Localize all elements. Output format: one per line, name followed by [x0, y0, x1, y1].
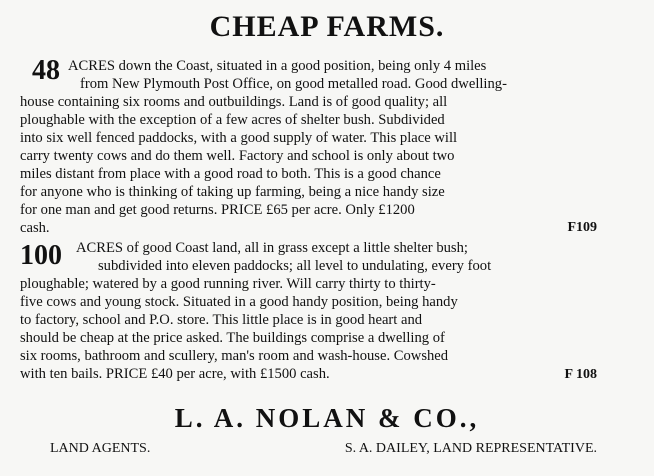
- listing-2-line: ploughable; watered by a good running river. Will carry thirty to thirty-: [20, 276, 436, 292]
- ad-title: CHEAP FARMS.: [209, 10, 445, 43]
- listing-1-number: 48: [32, 55, 60, 86]
- listing-1-line: from New Plymouth Post Office, on good metalled road. Good dwelling-: [80, 76, 507, 92]
- listing-2-line: should be cheap at the price asked. The buildings comprise a dwelling of: [20, 330, 445, 346]
- listing-2-line: with ten bails. PRICE £40 per acre, with £1500 cash.: [20, 366, 330, 382]
- listing-1-line: for anyone who is thinking of taking up farming, being a nice handy size: [20, 184, 445, 200]
- listing-1-ref: F109: [567, 220, 597, 235]
- listing-1-line: miles distant from place with a good road to both. This is a good chance: [20, 166, 441, 182]
- listing-1-line: for one man and get good returns. PRICE £65 per acre. Only £1200: [20, 202, 415, 218]
- listing-2-line: ACRES of good Coast land, all in grass except a little shelter bush;: [76, 240, 468, 256]
- listing-1-line: carry twenty cows and do them well. Factory and school is only about two: [20, 148, 455, 164]
- listing-2-line: to factory, school and P.O. store. This little place is in good heart and: [20, 312, 423, 328]
- listing-2-line: six rooms, bathroom and scullery, man's room and wash-house. Cowshed: [20, 348, 449, 364]
- listing-1-line: cash.: [20, 220, 50, 236]
- listing-2-line: five cows and young stock. Situated in a good handy position, being handy: [20, 294, 458, 310]
- listing-2-ref: F 108: [564, 367, 597, 382]
- footer-representative: S. A. DAILEY, LAND REPRESENTATIVE.: [344, 441, 597, 456]
- listing-1-line: into six well fenced paddocks, with a good supply of water. This place will: [20, 130, 458, 146]
- listing-1-line: ACRES down the Coast, situated in a good position, being only 4 miles: [68, 58, 487, 74]
- listing-1-line: ploughable with the exception of a few acres of shelter bush. Subdivided: [20, 112, 445, 128]
- listing-1-line: house containing six rooms and outbuildings. Land is of good quality; all: [20, 94, 448, 110]
- listing-2-line: subdivided into eleven paddocks; all level to undulating, every foot: [98, 258, 492, 274]
- agency-name: L. A. NOLAN & CO.,: [174, 403, 480, 433]
- listing-2-number: 100: [20, 240, 62, 271]
- footer-land-agents: LAND AGENTS.: [50, 441, 151, 456]
